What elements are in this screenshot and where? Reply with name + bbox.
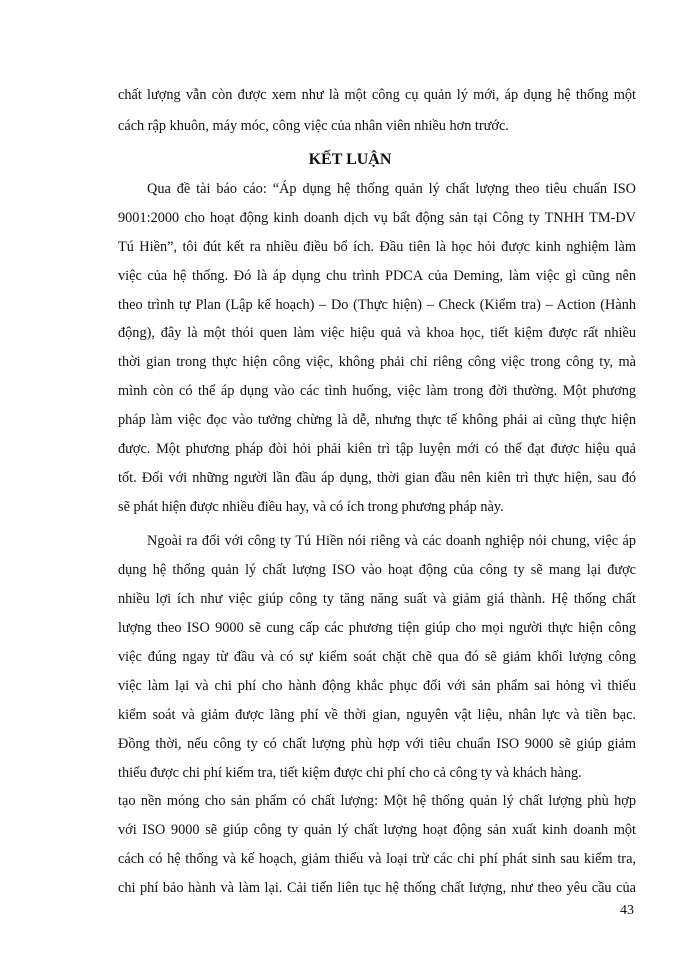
paragraph-line: tạo nền móng cho sản phẩm có chất lượng: Một hệ thống quản lý chất lượng phù hợp [118, 793, 636, 809]
section-heading: KẾT LUẬN [308, 151, 392, 168]
paragraph-line: kiểm soát và giảm được lãng phí về thời gian, nguyên vật liệu, nhân lực và tiền bạc. [118, 707, 636, 723]
paragraph-line: dụng hệ thống quản lý chất lượng ISO vào hoạt động của công ty sẽ mang lại được [118, 562, 636, 578]
paragraph-line: việc của hệ thống. Đó là áp dụng chu trình PDCA của Deming, làm việc gì cũng nên [118, 268, 636, 284]
paragraph-line: Tú Hiền”, tôi đút kết ra nhiều điều bổ ích. Đầu tiên là học hỏi được kinh nghiệm làm [118, 239, 636, 255]
paragraph-line: sẽ phát hiện được nhiều điều hay, và có ích trong phương pháp này. [118, 499, 504, 515]
paragraph-line: pháp làm việc đọc vào tưởng chừng là dễ, nhưng thực tế không phải ai cũng thực hiện [118, 412, 636, 428]
paragraph-line: Qua đề tài báo cáo: “Áp dụng hệ thống quản lý chất lượng theo tiêu chuẩn ISO [147, 181, 636, 197]
paragraph-line: Đồng thời, nếu công ty có chất lượng phù hợp với tiêu chuẩn ISO 9000 sẽ giúp giảm [118, 736, 636, 752]
paragraph-line: thời gian trong thực hiện công việc, không phải chỉ riêng công việc trong công ty, mà [118, 354, 636, 370]
paragraph-line: việc đúng ngay từ đầu và có sự kiểm soát chặt chẽ qua đó sẽ giảm khối lượng công [118, 649, 636, 665]
paragraph-line: thiểu được chi phí kiểm tra, tiết kiệm được chi phí cho cả công ty và khách hàng. [118, 765, 582, 781]
paragraph-line: lượng theo ISO 9000 sẽ cung cấp các phương tiện giúp cho mọi người thực hiện công [118, 620, 636, 636]
paragraph-line: theo trình tự Plan (Lập kế hoạch) – Do (Thực hiện) – Check (Kiểm tra) – Action (Hành [118, 297, 636, 313]
paragraph-line: động), đây là một thói quen làm việc hiệu quả và khoa học, tiết kiệm được rất nhiều [118, 325, 636, 341]
paragraph-line: Ngoài ra đối với công ty Tú Hiền nói riêng và các doanh nghiệp nói chung, việc áp [147, 533, 636, 549]
page-number: 43 [620, 903, 634, 918]
paragraph-line: mình còn có thể áp dụng vào các tình huống, việc làm trong đời thường. Một phương [118, 383, 636, 399]
paragraph-line: việc làm lại và chi phí cho hành động khắc phục đối với sản phẩm sai hỏng vì thiếu [118, 678, 636, 694]
paragraph-line: 9001:2000 cho hoạt động kinh doanh dịch vụ bất động sản tại Công ty TNHH TM-DV [118, 210, 636, 226]
paragraph-line: nhiều lợi ích như việc giúp công ty tăng năng suất và giảm giá thành. Hệ thống chất [118, 591, 636, 607]
paragraph-line: được. Một phương pháp đòi hỏi phải kiên trì tập luyện mới có thể đạt được hiệu quả [118, 441, 636, 457]
paragraph-line: tốt. Đối với những người lần đầu áp dụng, thời gian đầu nên kiên trì thực hiện, sau đó [118, 470, 636, 486]
intro-line: cách rập khuôn, máy móc, công việc của nhân viên nhiều hơn trước. [118, 118, 509, 134]
intro-line: chất lượng vẫn còn được xem như là một công cụ quản lý mới, áp dụng hệ thống một [118, 87, 636, 103]
paragraph-line: chi phí bảo hành và làm lại. Cải tiến liên tục hệ thống chất lượng, như theo yêu cầu của [118, 880, 636, 896]
paragraph-line: với ISO 9000 sẽ giúp công ty quản lý chất lượng hoạt động sản xuất kinh doanh một [118, 822, 636, 838]
paragraph-line: cách có hệ thống và kế hoạch, giảm thiểu và loại trừ các chi phí phát sinh sau kiểm tra, [118, 851, 636, 867]
